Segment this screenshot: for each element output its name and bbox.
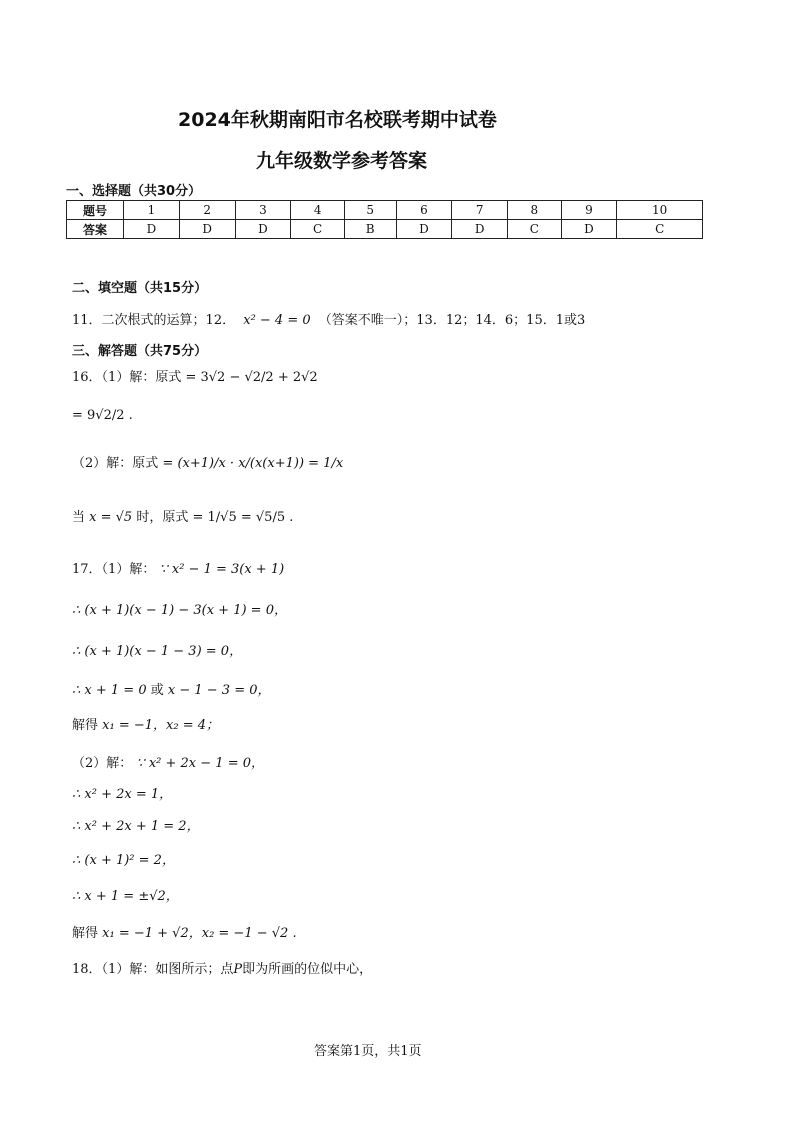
q17-line-7: ∴ x² + 2x = 1，: [72, 787, 173, 802]
table-cell: 7: [452, 201, 508, 220]
table-cell: D: [124, 220, 180, 239]
q17-label-11: 解得: [72, 926, 99, 941]
q16-line-4: [72, 506, 293, 525]
table-cell: 1: [124, 201, 180, 220]
table-cell: 8: [508, 201, 562, 220]
section-heading-solve: 三、解答题（共75分）: [72, 344, 208, 359]
q16-condition: x = √5: [89, 510, 133, 525]
q16-line-1: [72, 366, 318, 385]
table-cell: 5: [344, 201, 396, 220]
table-cell: 9: [561, 201, 617, 220]
table-cell: 4: [291, 201, 345, 220]
q16-expr-3: = (x+1)/x · x/(x(x+1)) = 1/x: [162, 456, 344, 471]
table-cell: D: [452, 220, 508, 239]
q18-text-b: 即为所画的位似中心，: [242, 962, 373, 977]
q17-line-8: ∴ x² + 2x + 1 = 2，: [72, 819, 200, 834]
q17-line-2: ∴ (x + 1)(x − 1) − 3(x + 1) = 0，: [72, 603, 287, 618]
table-cell: 2: [179, 201, 235, 220]
table-cell: C: [508, 220, 562, 239]
q16-expr-1: = 3√2 − √2/2 + 2√2: [185, 370, 318, 385]
fill-equation: x² − 4 = 0: [243, 313, 311, 328]
table-cell: D: [179, 220, 235, 239]
q18-point: P: [233, 962, 243, 977]
table-cell: C: [291, 220, 345, 239]
q17-label-6: （2）解：: [72, 756, 133, 771]
q17-line-3: ∴ (x + 1)(x − 1 − 3) = 0，: [72, 644, 243, 659]
q17-line-9: ∴ (x + 1)² = 2，: [72, 853, 175, 868]
q16-line-2: [72, 408, 133, 423]
q17-line-4: [72, 679, 271, 698]
table-cell: 10: [617, 201, 703, 220]
q17-expr-4a: ∴ x + 1 = 0: [72, 683, 147, 698]
document-title: 2024年秋期南阳市名校联考期中试卷: [178, 109, 497, 131]
q17-line-11: [72, 922, 297, 941]
q17-expr-1: ∵ x² − 1 = 3(x + 1): [159, 562, 285, 577]
answer-table: [66, 200, 703, 239]
q17-expr-5: x₁ = −1，x₂ = 4；: [102, 718, 219, 733]
q16-label-1: 16．（1）解：原式: [72, 370, 182, 385]
section-heading-fill: 二、填空题（共15分）: [72, 281, 208, 296]
q17-line-5: [72, 714, 219, 733]
q16-line-3: [72, 452, 343, 471]
table-header-cell: 题号: [67, 201, 124, 220]
table-header-cell: 答案: [67, 220, 124, 239]
q17-expr-4b: x − 1 − 3 = 0，: [167, 683, 271, 698]
q16-expr-2: = 9√2/2 .: [72, 408, 133, 423]
q17-expr-11: x₁ = −1 + √2，x₂ = −1 − √2 .: [102, 926, 297, 941]
q16-expr-4: = 1/√5 = √5/5 .: [192, 510, 294, 525]
q17-expr-6: ∵ x² + 2x − 1 = 0，: [136, 756, 264, 771]
fill-answers-line: [72, 309, 585, 328]
q17-or: 或: [150, 683, 164, 698]
table-cell: 6: [396, 201, 452, 220]
q17-line-10: ∴ x + 1 = ±√2，: [72, 889, 179, 904]
q18-text-a: 18．（1）解：如图所示；点: [72, 962, 234, 977]
q16-label-4a: 当: [72, 510, 86, 525]
table-row-answers: [67, 220, 703, 239]
q17-label-5: 解得: [72, 718, 99, 733]
q17-line-1: [72, 558, 284, 577]
table-cell: D: [561, 220, 617, 239]
fill-answers-part2: （答案不唯一）；13．12；14．6；15．1或3: [318, 313, 586, 328]
fill-answers-part1: 11．二次根式的运算；12．: [72, 313, 236, 328]
q18-line-1: [72, 958, 372, 977]
table-cell: C: [617, 220, 703, 239]
q17-line-6: [72, 752, 264, 771]
table-cell: 3: [235, 201, 291, 220]
section-heading-choice: 一、选择题（共30分）: [66, 184, 202, 199]
table-cell: D: [235, 220, 291, 239]
q16-label-4b: 时，原式: [136, 510, 189, 525]
q16-label-3: （2）解：原式: [72, 456, 159, 471]
table-cell: D: [396, 220, 452, 239]
page-footer: 答案第1页，共1页: [314, 1044, 422, 1059]
q17-label-1: 17．（1）解：: [72, 562, 156, 577]
table-row-numbers: [67, 201, 703, 220]
document-subtitle: 九年级数学参考答案: [256, 150, 428, 172]
table-cell: B: [344, 220, 396, 239]
